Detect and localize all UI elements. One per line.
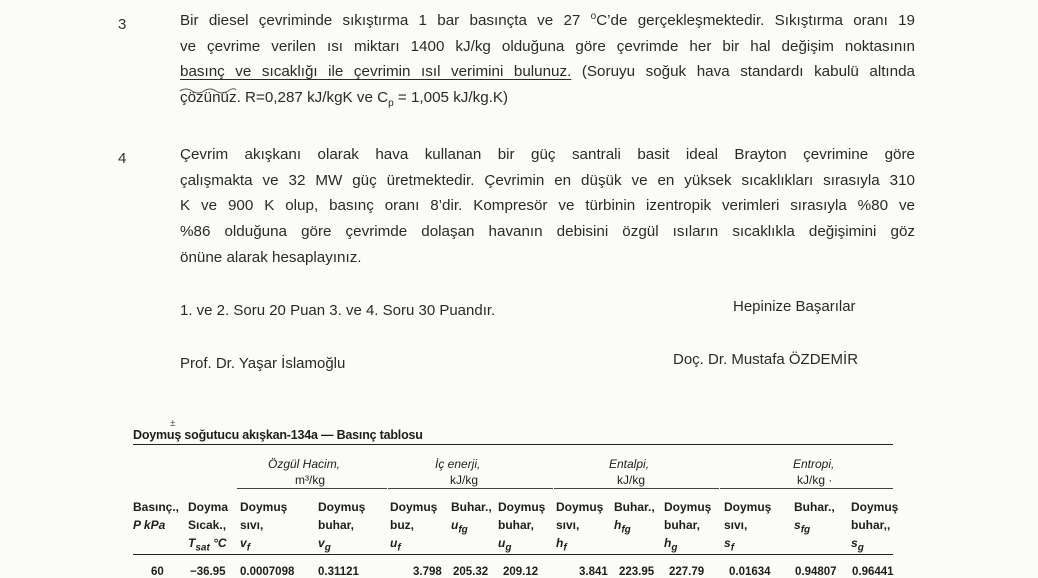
- col-header-hg: Doymuş buhar, $h_g$: [664, 500, 712, 554]
- question-3-line-2: ve çevrime verilen ısı miktarı 1400 kJ/kg olduğuna göre çevrimde her bir hal değişim noktasının: [180, 37, 915, 55]
- good-luck-note: Hepinize Başarılar: [733, 298, 856, 315]
- question-3-line-1: Bir diesel çevriminde sıkıştırma 1 bar basınçta ve 27 $^o$C’de gerçekleşmektedir. Sıkıştırma oranı 19: [180, 10, 916, 29]
- col-header-ufg: Buhar., $u_{fg}$: [451, 500, 492, 536]
- group-unit-energy: kJ/kg: [450, 473, 479, 487]
- table-top-rule: [133, 444, 893, 445]
- question-4-line-2: çalışmakta ve 32 MW güç üretmektedir. Çevrimin en düşük ve en yüksek sıcaklıkları sırasıyla 310: [180, 171, 915, 189]
- cell-vf: 0.0007098: [240, 566, 295, 578]
- rule-enthalpy: [554, 488, 719, 489]
- col-header-ug: Doymuş buhar, $u_g$: [498, 500, 546, 554]
- question-4-line-1: Çevrim akışkanı olarak hava kullanan bir güç santrali basit ideal Brayton çevrimine göre: [180, 146, 915, 163]
- cell-vg: 0.31121: [318, 566, 359, 578]
- cell-sf: 0.01634: [729, 566, 771, 578]
- cell-ug: 209.12: [503, 566, 539, 578]
- author-right: Doç. Dr. Mustafa ÖZDEMİR: [673, 351, 859, 368]
- cell-uf: 3.798: [413, 566, 442, 578]
- col-header-uf: Doymuş buz, $u_f$: [390, 500, 438, 554]
- cell-pressure: 60: [151, 566, 164, 578]
- col-header-vf: Doymuş sıvı, $v_f$: [240, 500, 288, 554]
- group-header-enthalpy: Entalpi,: [609, 457, 650, 471]
- group-unit-enthalpy: kJ/kg: [617, 473, 646, 487]
- cell-hfg: 223.95: [619, 566, 655, 578]
- question-4-line-5: önüne alarak hesaplayınız.: [180, 248, 362, 266]
- cell-tsat: −36.95: [190, 566, 226, 578]
- author-left: Prof. Dr. Yaşar İslamoğlu: [180, 355, 346, 372]
- header-bottom-rule: [133, 554, 893, 555]
- question-3-line-3: basınç ve sıcaklığı ile çevrimin ısıl verimini bulunuz. (Soruyu soğuk hava standardı kabulü altında: [180, 63, 915, 81]
- cell-sfg: 0.94807: [795, 566, 837, 578]
- question-3-underlined: basınç ve sıcaklığı ile çevrimin ısıl verimini bulunuz.: [180, 63, 572, 81]
- group-unit-entropy: kJ/kg ·: [797, 473, 833, 487]
- cell-hg: 227.79: [669, 566, 705, 578]
- col-header-vg: Doymuş buhar, $v_g$: [318, 500, 366, 554]
- col-header-sfg: Buhar., $s_{fg}$: [794, 500, 835, 536]
- col-header-tsat: Doyma Sıcak., $T_{sat}$ °C: [188, 500, 229, 554]
- group-header-volume: Özgül Hacim,: [268, 457, 341, 471]
- cell-sg: 0.96441: [852, 566, 894, 578]
- col-header-pressure: Basınç., P kPa: [133, 500, 180, 532]
- col-header-hf: Doymuş sıvı, $h_f$: [556, 500, 604, 554]
- question-4-number: 4: [118, 150, 127, 167]
- question-3-line-4: çözünüz. R=0,287 kJ/kgK ve $C_p = 1,005$ kJ/kg.K): [180, 89, 509, 110]
- rule-entropy: [720, 488, 893, 489]
- group-unit-volume: m³/kg: [295, 473, 325, 487]
- question-3-text: [180, 8, 915, 111]
- group-header-entropy: Entropi,: [793, 457, 835, 471]
- cell-ufg: 205.32: [453, 566, 489, 578]
- col-header-hfg: Buhar., $h_{fg}$: [614, 500, 655, 536]
- pen-underline-mark: [178, 86, 238, 94]
- question-3-number: 3: [118, 16, 127, 33]
- question-4-line-4: %86 olduğuna göre çevrimde dolaşan havanın debisini özgül ısıların sıcaklıkla değişimini göz: [180, 223, 915, 241]
- rule-volume: [237, 488, 387, 489]
- question-4-line-3: K ve 900 K olup, basınç oranı 8’dir. Kompresör ve türbinin izentropik verimleri sırasıyla %80 ve: [180, 197, 915, 215]
- rule-energy: [388, 488, 553, 489]
- group-header-energy: İç enerji,: [435, 457, 481, 471]
- scan-mark: ±: [170, 418, 176, 429]
- cell-hf: 3.841: [579, 566, 608, 578]
- question-4-text: [180, 142, 915, 271]
- points-note: 1. ve 2. Soru 20 Puan 3. ve 4. Soru 30 Puandır.: [180, 302, 496, 319]
- col-header-sf: Doymuş sıvı, $s_f$: [724, 500, 772, 554]
- table-title: Doymuş soğutucu akışkan-134a — Basınç tablosu: [133, 428, 423, 442]
- col-header-sg: Doymuş buhar,, $s_g$: [851, 500, 899, 554]
